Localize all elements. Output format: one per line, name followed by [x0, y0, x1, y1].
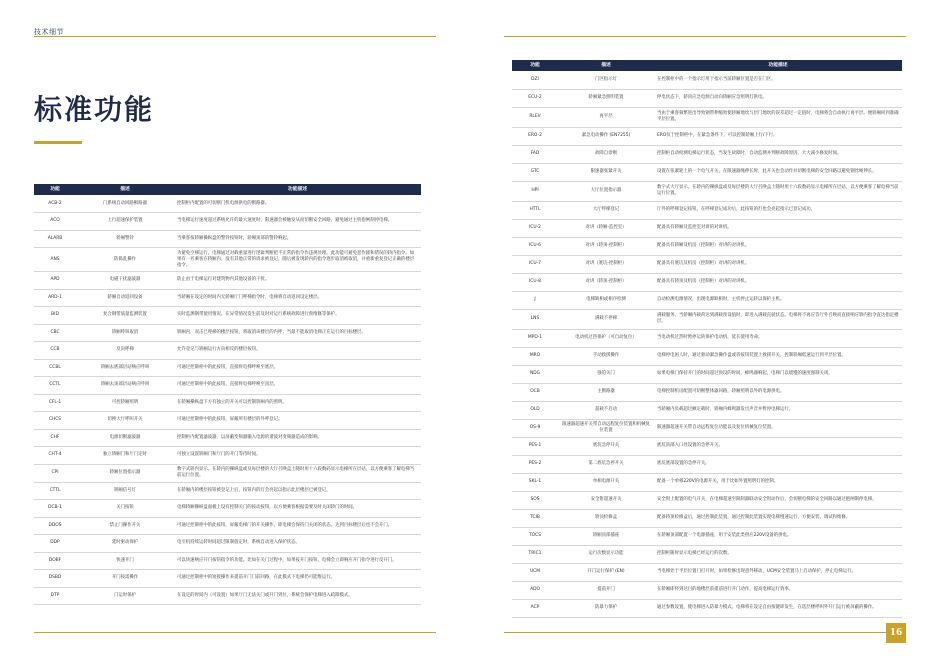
feature-description: 通过参数设置，使电梯进入防暴力模式。电梯将在设定自由按键即发生，在选层楼呼叫外开门运行被屏蔽的操作。 — [654, 599, 902, 617]
feature-description: 配备轿顶检修盒后，通过控制此装置，通过控制此装置实现电梯慢速运行，方便安装、调试和维修。 — [654, 509, 902, 527]
feature-description: 可通过控制柜中的此按钮，屏蔽所有楼层的外呼登记。 — [174, 412, 421, 430]
feature-name: 主断路器 — [558, 383, 654, 401]
table-row — [34, 482, 421, 500]
feature-name: 复合钢带质量监测装置 — [76, 307, 174, 325]
feature-name: 门系统自动回路断路器 — [76, 195, 174, 213]
feature-description: 控制柜内配置滤波器，以屏蔽变频器输入电源的谐波对变频器造成的影响。 — [174, 429, 421, 447]
table-row — [34, 464, 421, 482]
feature-code: CCB — [34, 342, 76, 360]
table-row — [34, 359, 421, 377]
table-row — [34, 248, 421, 272]
feature-description: 设置在张紧轮上的一个电气开关，在限速器绳伸长时，此开关也会动作并切断电梯的安全回路以避免钢丝绳伸长。 — [654, 163, 902, 181]
feature-name: 限速器超速开关带自动远程复位装置和机械复位装置 — [558, 419, 654, 437]
feature-code: DTP — [34, 587, 76, 605]
table-row — [512, 145, 902, 163]
table-row — [34, 230, 421, 248]
feature-description: 可通过控制柜中的短接操作来提前开门门前回路，在此模式下电梯仍可能维运行。 — [174, 570, 421, 588]
feature-name: 反向呼梯 — [76, 342, 174, 360]
feature-code: ACO — [34, 213, 76, 231]
feature-code: CBC — [34, 324, 76, 342]
feature-name: 禁止门操作开关 — [76, 517, 174, 535]
feature-name: 轿顶检修盒 — [558, 509, 654, 527]
feature-description: 电梯停电困人时，通过驱动紧急操作盘或者按钮装置上救援开关，控制轿厢低速运行到平层位置。 — [654, 347, 902, 365]
feature-code: GTC — [512, 163, 558, 181]
table-row — [512, 181, 902, 201]
feature-code: ICU-6 — [512, 237, 558, 255]
table-row — [512, 219, 902, 237]
feature-code: APD — [34, 272, 76, 290]
table-row — [512, 419, 902, 437]
table-row — [512, 401, 902, 419]
feature-code: FAD — [512, 145, 558, 163]
feature-name: 强迫关门 — [558, 365, 654, 383]
feature-description: 在轿厢操纵盘下方有独立的开关可以控制轿厢内的照明。 — [174, 394, 421, 412]
feature-description: 当由于乘客频繁进出导致钢带伸缩致使轿厢地坎与层门地坎的误差超过一定值时，电梯将会自动执行再平层。便轿厢回到准确平层位置。 — [654, 107, 902, 127]
feature-name: 对讲（底坑-控制柜） — [558, 255, 654, 273]
table-row — [512, 383, 902, 401]
feature-code: CCBL — [34, 359, 76, 377]
feature-name: 防暴力保护 — [558, 599, 654, 617]
table-row — [512, 309, 902, 329]
feature-name: 故障自诊断 — [558, 145, 654, 163]
feature-name: 轿厢警铃 — [76, 230, 174, 248]
table-row — [34, 447, 421, 465]
feature-description: 允许登记与轿厢运行方向相反的楼层按钮。 — [174, 342, 421, 360]
feature-description: 配备具有轿厢及监控室对讲的对讲机。 — [654, 219, 902, 237]
feature-description: 在轿厢顶部配置一个电源插座，用于安装此类供应220V设备的供电。 — [654, 527, 902, 545]
column-header-desc: 描述 — [558, 60, 654, 71]
feature-code: HTTL — [512, 201, 558, 219]
feature-name: 电磁干扰滤波器 — [76, 272, 174, 290]
feature-code: ALARB — [34, 230, 76, 248]
feature-name: 轿厢自动返回设备 — [76, 289, 174, 307]
feature-description: 当电动机过热时暂停运转保护电动机，延长使用寿命。 — [654, 329, 902, 347]
header-rule — [504, 36, 906, 37]
header-rule — [34, 36, 436, 37]
feature-code: CHCS — [34, 412, 76, 430]
feature-description: 防止由于电梯运行对建筑物内其他设备的干扰。 — [174, 272, 421, 290]
feature-name: 防捣乱操作 — [76, 248, 174, 272]
column-header-feat: 功能描述 — [654, 60, 902, 71]
feature-description: 电引机持续运转时间超过限制值定时，系统自动进入保护状态。 — [174, 535, 421, 553]
table-row — [512, 527, 902, 545]
table-row — [512, 473, 902, 491]
table-row — [512, 329, 902, 347]
footer-rule — [34, 632, 436, 633]
feature-description: 在轿厢即将到达目的地楼层前提前进行开门动作，提高电梯运行效率。 — [654, 581, 902, 599]
feature-description: 当轿厢内负载超过额定载时，轿厢内蜂鸣器发出声音并暂停电梯运行。 — [654, 401, 902, 419]
feature-description: 自动检测电源情况，出现电源缺相时，主机停止运转以保护主机。 — [654, 291, 902, 309]
table-header-row — [512, 60, 902, 71]
feature-name: 开门按需操作 — [76, 570, 174, 588]
feature-description: 控制柜随时显示电梯已经运行的次数。 — [654, 545, 902, 563]
table-row — [34, 195, 421, 213]
feature-description: 如果电梯门保持开门的时间超过预设的时间，蜂鸣器响起，电梯门以缓慢的速度强制关闭。 — [654, 365, 902, 383]
feature-code: DDOS — [34, 517, 76, 535]
feature-code: ICU-2 — [512, 219, 558, 237]
feature-description: 当电梯处于平层位置门打开时，如果检修出现意外移动，UCM安全装置马上启动保护，停止电梯运行。 — [654, 563, 902, 581]
feature-name: 提前开门 — [558, 581, 654, 599]
features-table-left — [34, 184, 421, 605]
table-row — [34, 377, 421, 395]
feature-code: ACB-2 — [34, 195, 76, 213]
table-row — [34, 412, 421, 430]
feature-name: 运行次数显示功能 — [558, 545, 654, 563]
table-row — [34, 535, 421, 553]
feature-description: 可通过控制柜中的此按钮，直接将电梯呼唤至顶层。 — [174, 377, 421, 395]
table-row — [512, 581, 902, 599]
section-label: 技术细节 — [34, 28, 64, 36]
feature-code: SOS — [512, 491, 558, 509]
feature-code: ICU-7 — [512, 255, 558, 273]
feature-code: CCTL — [34, 377, 76, 395]
feature-description: 底坑顶部入口处设置的急停开关。 — [654, 437, 902, 455]
title-accent-rule — [34, 141, 82, 144]
feature-code: SKL-1 — [512, 473, 558, 491]
table-row — [34, 342, 421, 360]
page-title: 标准功能 — [34, 93, 155, 126]
table-row — [512, 71, 902, 89]
feature-code: ANS — [34, 248, 76, 272]
feature-name: 紧急电动操作 (EN7255) — [558, 127, 654, 145]
feature-description: 配备具有底坑及机房（控制柜）对讲的对讲机。 — [654, 255, 902, 273]
feature-code: ECU-2 — [512, 89, 558, 107]
feature-description: 安全钳上配置的电气开关，在电梯超速至限制器联动安全钳动作后，会切断电梯的安全回路以通过抱闸制停电梯。 — [654, 491, 902, 509]
feature-code: OCB — [512, 383, 558, 401]
table-row — [512, 347, 902, 365]
feature-name: 大厅呼梯登记 — [558, 201, 654, 219]
feature-name: 开门运行保护 (EN) — [558, 563, 654, 581]
table-row — [34, 552, 421, 570]
feature-name: 电动机过热保护（可自动复位） — [558, 329, 654, 347]
feature-name: 满载不停梯 — [558, 309, 654, 329]
feature-code: DDP — [34, 535, 76, 553]
feature-code: ICU-8 — [512, 273, 558, 291]
feature-description: 配备具有轿厢及机房（控制柜）对讲的对讲机。 — [654, 237, 902, 255]
feature-code: TOCS — [512, 527, 558, 545]
feature-code: LNS — [512, 309, 558, 329]
feature-code: J — [512, 291, 558, 309]
feature-description: 可通过控制柜中的此按钮，直接将电梯呼唤至底层。 — [174, 359, 421, 377]
table-row — [512, 545, 902, 563]
table-row — [512, 273, 902, 291]
feature-code: DSBD — [34, 570, 76, 588]
table-row — [512, 201, 902, 219]
feature-code: CFL-1 — [34, 394, 76, 412]
feature-code: HPI — [512, 181, 558, 201]
table-row — [512, 127, 902, 145]
feature-description: 底坑底部设置的急停开关。 — [654, 455, 902, 473]
feature-name: 安全钳超速开关 — [558, 491, 654, 509]
table-row — [34, 289, 421, 307]
table-row — [512, 107, 902, 127]
table-row — [34, 324, 421, 342]
feature-code: PES-1 — [512, 437, 558, 455]
feature-description: 为避免空梯运行，电梯通过对载重量进行逻辑判断把不正常的指令作违规处理。此功能可避免恶作剧和错误的轿内指令。如果有一名乘客在轿厢内，没有其他正常的请求被登记，随后被发现轿内的指令逐步取消被取消，并重新重复登记正确的楼层指令。 — [174, 248, 421, 272]
feature-code: NDG — [512, 365, 558, 383]
feature-name: 电梯缺相或相序检测 — [558, 291, 654, 309]
table-row — [34, 307, 421, 325]
feature-code: ADO — [512, 581, 558, 599]
table-row — [512, 563, 902, 581]
feature-description: 电梯控制机房配置可切断整体器回路，轿厢照明以外的电源供电。 — [654, 383, 902, 401]
table-row — [512, 291, 902, 309]
feature-code: ACP — [512, 599, 558, 617]
feature-name: 对讲（轿顶-控制柜） — [558, 237, 654, 255]
table-row — [34, 429, 421, 447]
feature-description: 配备具有轿顶及机房（控制柜）对讲的对讲机。 — [654, 273, 902, 291]
feature-description: 电梯轿厢操纵盘面板上设有控制关门的按动按钮，以方便乘客根据需要及时关闭轿门的时间。 — [174, 500, 421, 518]
feature-name: 轿厢呼叫取消 — [76, 324, 174, 342]
feature-code: BID — [34, 307, 76, 325]
feature-description: 厅外的呼梯登记按钮，在呼梯登记成功后，此按钮的灯也会亮起指示已登记成功。 — [654, 201, 902, 219]
feature-description: 实时监测钢带使用情况。在异常情况发生前及时对运行系统故障进行预维修等保护。 — [174, 307, 421, 325]
feature-description: 当轿厢在设定的时间内无轿厢厅门呼梯指令时，电梯将自动返回设定楼层。 — [174, 289, 421, 307]
feature-name: 轿厢位置指示器 — [76, 464, 174, 482]
table-row — [34, 394, 421, 412]
feature-name: 再平层 — [558, 107, 654, 127]
table-row — [512, 365, 902, 383]
feature-description: 配备一个单相220V的电源开关，用于比如外置照明灯的控制。 — [654, 473, 902, 491]
column-header-desc: 描述 — [76, 184, 174, 195]
feature-code: PES-2 — [512, 455, 558, 473]
table-row — [512, 89, 902, 107]
feature-code: TRIC1 — [512, 545, 558, 563]
feature-name: 大厅位置指示器 — [558, 181, 654, 201]
column-header-feat: 功能描述 — [174, 184, 421, 195]
feature-name: 对讲（轿厢-监控室） — [558, 219, 654, 237]
feature-name: 轿厢去底部层站响应呼叫 — [76, 359, 174, 377]
table-row — [34, 570, 421, 588]
feature-name: 门区指示灯 — [558, 71, 654, 89]
feature-code: OLD — [512, 401, 558, 419]
feature-description: 轿厢内，双击已呼梯的楼层按钮，将取消该楼层的内呼；当最不能取消电梯正在运行的目标楼层。 — [174, 324, 421, 342]
table-row — [34, 500, 421, 518]
feature-description: 在控制柜中的一个指示灯用于指示当前轿厢位置是否在门区。 — [654, 71, 902, 89]
feature-name: 限速器张紧开关 — [558, 163, 654, 181]
feature-name: 单相电源开关 — [558, 473, 654, 491]
feature-description: 控制柜自动检测电梯运行状态，当发生故障时，自动监测并判断故障原因，大大减少修复时间。 — [654, 145, 902, 163]
feature-name: 门运时保护 — [76, 587, 174, 605]
feature-name: 快速开门 — [76, 552, 174, 570]
feature-name: 上行超速保护装置 — [76, 213, 174, 231]
table-row — [34, 272, 421, 290]
feature-description: 数字式大厅显示。在轿内的操纵盘或及每层楼的大厅召唤盒上随时用十六段数码显示电梯所在层站，以方便乘客了解电梯当前运行位置。 — [654, 181, 902, 201]
feature-description: ERO仅于控制柜中，在紧急条件下，可以控制轿厢上行/下行。 — [654, 127, 902, 145]
table-row — [512, 509, 902, 527]
feature-code: UCM — [512, 563, 558, 581]
feature-description: 可独立设置轿厢门和厅门的开门等待时间。 — [174, 447, 421, 465]
feature-description: 数字式轿内显示。在轿内的操纵盘或及每层楼的大厅召唤盒上随时用十六段数码显示电梯所在层站，以方便乘客了解电梯当前运行位置。 — [174, 464, 421, 482]
table-row — [512, 599, 902, 617]
feature-name: 可控轿厢照明 — [76, 394, 174, 412]
feature-name: 关门按钮 — [76, 500, 174, 518]
feature-name: 轿厢顶部插座 — [558, 527, 654, 545]
table-row — [512, 255, 902, 273]
table-row — [512, 491, 902, 509]
feature-name: 超载不启动 — [558, 401, 654, 419]
feature-name: 切换大厅呼叫开关 — [76, 412, 174, 430]
features-table-right — [512, 60, 902, 618]
feature-description: 满载服务。当轿厢内载荷达到满载预设值时，即进入满载直驶状态。电梯将不再应答厅外召唤而直接响应轿内指令直达指定楼层。 — [654, 309, 902, 329]
feature-code: RLEV — [512, 107, 558, 127]
table-row — [512, 455, 902, 473]
feature-name: 轿厢信号灯 — [76, 482, 174, 500]
feature-description: 可通过控制柜中的此按钮，屏蔽电梯门的开关操作，即电梯会保持门关闭的状态。达到目标楼层后也不会开门。 — [174, 517, 421, 535]
feature-code: CHF — [34, 429, 76, 447]
page-number-badge: 16 — [886, 623, 906, 643]
table-row — [34, 517, 421, 535]
feature-code: MRO — [512, 347, 558, 365]
column-header-code: 功能 — [512, 60, 558, 71]
feature-name: 对讲（轿顶-控制柜） — [558, 273, 654, 291]
feature-name: 第二底坑急停开关 — [558, 455, 654, 473]
feature-code: CHT-4 — [34, 447, 76, 465]
table-row — [34, 213, 421, 231]
feature-description: 控制柜内配置的可切断门机电源供电的断路器。 — [174, 195, 421, 213]
feature-name: 轿厢去顶部层站响应呼叫 — [76, 377, 174, 395]
feature-code: DOBF — [34, 552, 76, 570]
feature-code: ARD-1 — [34, 289, 76, 307]
feature-description: 当电梯运行速度超过系统允许的最大速度时，限速器会被触发从而切断安全回路，避免通过主机抱闸制停电梯。 — [174, 213, 421, 231]
feature-code: TCIB — [512, 509, 558, 527]
footer-rule — [504, 632, 906, 633]
feature-code: ERO-2 — [512, 127, 558, 145]
feature-name: 延时驱动保护 — [76, 535, 174, 553]
feature-code: CTTL — [34, 482, 76, 500]
table-row — [34, 587, 421, 605]
column-header-code: 功能 — [34, 184, 76, 195]
feature-description: 当乘客按轿厢操纵盘的警铃按钮时，轿厢顶部的警铃响起。 — [174, 230, 421, 248]
feature-description: 可以快速响应开门按钮指令的功能。比如在关门过程中，如果按开门按钮，电梯会立即响应开门指令进行反开门。 — [174, 552, 421, 570]
feature-code: DZI — [512, 71, 558, 89]
feature-name: 独立轿厢门和厅门定时 — [76, 447, 174, 465]
feature-code: OS-9 — [512, 419, 558, 437]
table-row — [512, 237, 902, 255]
feature-description: 限速器超速开关带自动远程复位功能以及复位机械复位装置。 — [654, 419, 902, 437]
feature-code: MPD-1 — [512, 329, 558, 347]
feature-name: 底坑急停开关 — [558, 437, 654, 455]
feature-description: 在轿厢内的楼层按钮被登记上后，按钮内的灯会亮起以指示此层楼层已被登记。 — [174, 482, 421, 500]
feature-name: 电源切断滤波器 — [76, 429, 174, 447]
table-header-row — [34, 184, 421, 195]
feature-description: 停电状态下，轿顶应急电源自动向轿厢应急照明灯供电。 — [654, 89, 902, 107]
feature-code: CPI — [34, 464, 76, 482]
feature-name: 轿厢紧急照明装置 — [558, 89, 654, 107]
feature-description: 在设定的时间内（可设置）如果厅门无法关门或开门到位，系统会保护电梯进入疏障模式。 — [174, 587, 421, 605]
feature-code: DCB-1 — [34, 500, 76, 518]
feature-name: 手动救援操作 — [558, 347, 654, 365]
table-row — [512, 163, 902, 181]
table-row — [512, 437, 902, 455]
